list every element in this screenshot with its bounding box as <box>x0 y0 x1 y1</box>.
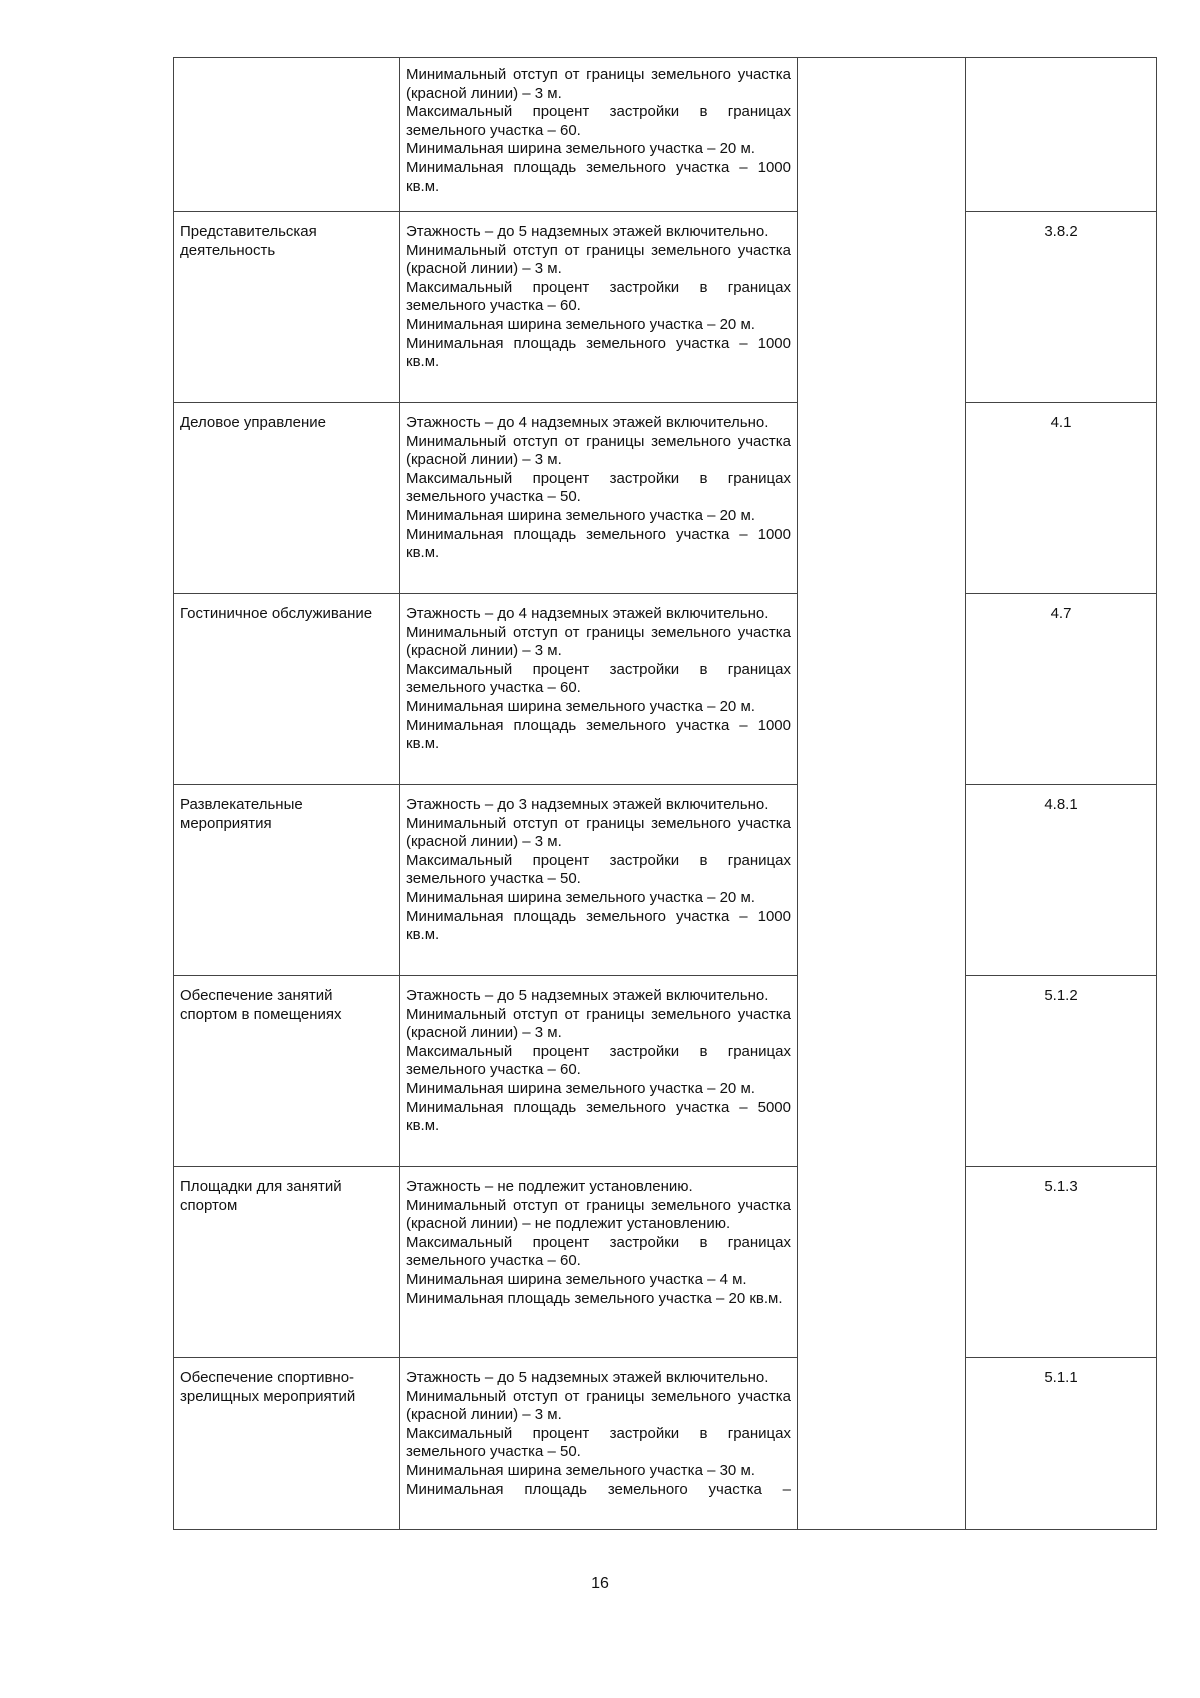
table-row <box>174 58 1157 212</box>
classifier-code-cell <box>966 58 1157 212</box>
empty-cell <box>798 594 966 785</box>
parameter-line: Минимальная ширина земельного участка – 20 м. <box>406 140 755 158</box>
land-use-table <box>173 57 1157 1530</box>
parameters-cell <box>400 594 798 785</box>
parameter-line: Минимальная ширина земельного участка – 20 м. <box>406 506 755 524</box>
empty-cell <box>798 1167 966 1358</box>
parameter-line: Этажность – до 5 надземных этажей включительно. <box>406 223 769 240</box>
empty-cell <box>798 785 966 976</box>
use-name-cell: Развлекательные мероприятия <box>174 785 400 976</box>
parameter-line: Минимальный отступ от границы земельного участка (красной линии) – 3 м. <box>406 66 791 102</box>
parameters-cell <box>400 58 798 212</box>
parameter-line: Этажность – до 3 надземных этажей включительно. <box>406 796 769 813</box>
use-name-cell: Обеспечение спортивно-зрелищных мероприятий <box>174 1358 400 1530</box>
parameter-line: Этажность – до 4 надземных этажей включительно. <box>406 414 769 431</box>
parameter-line: Минимальная ширина земельного участка – 20 м. <box>406 315 755 333</box>
parameters-cell <box>400 976 798 1167</box>
parameter-line: Минимальная ширина земельного участка – 30 м. <box>406 1461 755 1479</box>
parameters-cell <box>400 212 798 403</box>
use-name-cell: Гостиничное обслуживание <box>174 594 400 785</box>
parameter-line: Минимальная площадь земельного участка – 1000 кв.м. <box>406 907 791 944</box>
table-row <box>174 1358 1157 1530</box>
parameter-line: Минимальный отступ от границы земельного участка (красной линии) – 3 м. <box>406 432 791 469</box>
classifier-code-cell: 5.1.2 <box>966 976 1157 1167</box>
parameter-line: Минимальная ширина земельного участка – 20 м. <box>406 1079 755 1097</box>
parameter-line: Минимальная ширина земельного участка – 20 м. <box>406 888 755 906</box>
parameter-line: Этажность – до 4 надземных этажей включительно. <box>406 605 769 622</box>
parameter-line: Минимальный отступ от границы земельного участка (красной линии) – не подлежит установлению. <box>406 1196 791 1233</box>
use-name-cell: Обеспечение занятий спортом в помещениях <box>174 976 400 1167</box>
parameters-cell <box>400 1358 798 1530</box>
page-number: 16 <box>591 1575 609 1592</box>
parameter-line: Минимальная ширина земельного участка – 4 м. <box>406 1270 747 1288</box>
empty-cell <box>798 976 966 1167</box>
table-row <box>174 594 1157 785</box>
parameter-line: Этажность – не подлежит установлению. <box>406 1178 693 1195</box>
parameter-line: Минимальный отступ от границы земельного участка (красной линии) – 3 м. <box>406 1005 791 1042</box>
parameter-line: Максимальный процент застройки в границах земельного участка – 50. <box>406 1424 791 1461</box>
use-name-cell <box>174 58 400 212</box>
table-row <box>174 212 1157 403</box>
parameter-line: Минимальный отступ от границы земельного участка (красной линии) – 3 м. <box>406 623 791 660</box>
empty-cell <box>798 58 966 212</box>
classifier-code-cell: 5.1.1 <box>966 1358 1157 1530</box>
parameter-line: Минимальная площадь земельного участка – 1000 кв.м. <box>406 525 791 562</box>
empty-cell <box>798 1358 966 1530</box>
parameter-line: Минимальный отступ от границы земельного участка (красной линии) – 3 м. <box>406 1387 791 1424</box>
parameter-line: Максимальный процент застройки в границах земельного участка – 60. <box>406 1042 791 1079</box>
parameter-line: Минимальная площадь земельного участка – 1000 кв.м. <box>406 334 791 371</box>
use-name-cell: Деловое управление <box>174 403 400 594</box>
parameter-line: Минимальный отступ от границы земельного участка (красной линии) – 3 м. <box>406 241 791 278</box>
parameter-line: Максимальный процент застройки в границах земельного участка – 50. <box>406 469 791 506</box>
table-row <box>174 976 1157 1167</box>
classifier-code-cell: 4.8.1 <box>966 785 1157 976</box>
classifier-code-cell: 3.8.2 <box>966 212 1157 403</box>
parameter-line: Этажность – до 5 надземных этажей включительно. <box>406 1369 769 1386</box>
classifier-code-cell: 4.7 <box>966 594 1157 785</box>
parameter-line: Этажность – до 5 надземных этажей включительно. <box>406 987 769 1004</box>
empty-cell <box>798 212 966 403</box>
table-row <box>174 403 1157 594</box>
parameter-line: Максимальный процент застройки в границах земельного участка – 50. <box>406 851 791 888</box>
parameter-line: Минимальный отступ от границы земельного участка (красной линии) – 3 м. <box>406 814 791 851</box>
classifier-code-cell: 4.1 <box>966 403 1157 594</box>
parameter-line: Минимальная площадь земельного участка – 20 кв.м. <box>406 1289 783 1307</box>
parameter-line: Максимальный процент застройки в границах земельного участка – 60. <box>406 278 791 315</box>
parameters-cell <box>400 1167 798 1358</box>
use-name-cell: Площадки для занятий спортом <box>174 1167 400 1358</box>
parameter-line: Минимальная ширина земельного участка – 20 м. <box>406 697 755 715</box>
parameter-line: Максимальный процент застройки в границах земельного участка – 60. <box>406 660 791 697</box>
empty-cell <box>798 403 966 594</box>
parameters-cell <box>400 403 798 594</box>
table-row <box>174 785 1157 976</box>
parameter-line: Минимальная площадь земельного участка – 1000 кв.м. <box>406 158 791 195</box>
parameter-line: Максимальный процент застройки в границах земельного участка – 60. <box>406 1233 791 1270</box>
table-row <box>174 1167 1157 1358</box>
parameter-line: Минимальная площадь земельного участка – 5000 кв.м. <box>406 1098 791 1135</box>
parameter-line: Минимальная площадь земельного участка – <box>406 1480 791 1498</box>
parameter-line: Максимальный процент застройки в границах земельного участка – 60. <box>406 103 791 139</box>
parameter-line: Минимальная площадь земельного участка – 1000 кв.м. <box>406 716 791 753</box>
classifier-code-cell: 5.1.3 <box>966 1167 1157 1358</box>
parameters-cell <box>400 785 798 976</box>
use-name-cell: Представительская деятельность <box>174 212 400 403</box>
